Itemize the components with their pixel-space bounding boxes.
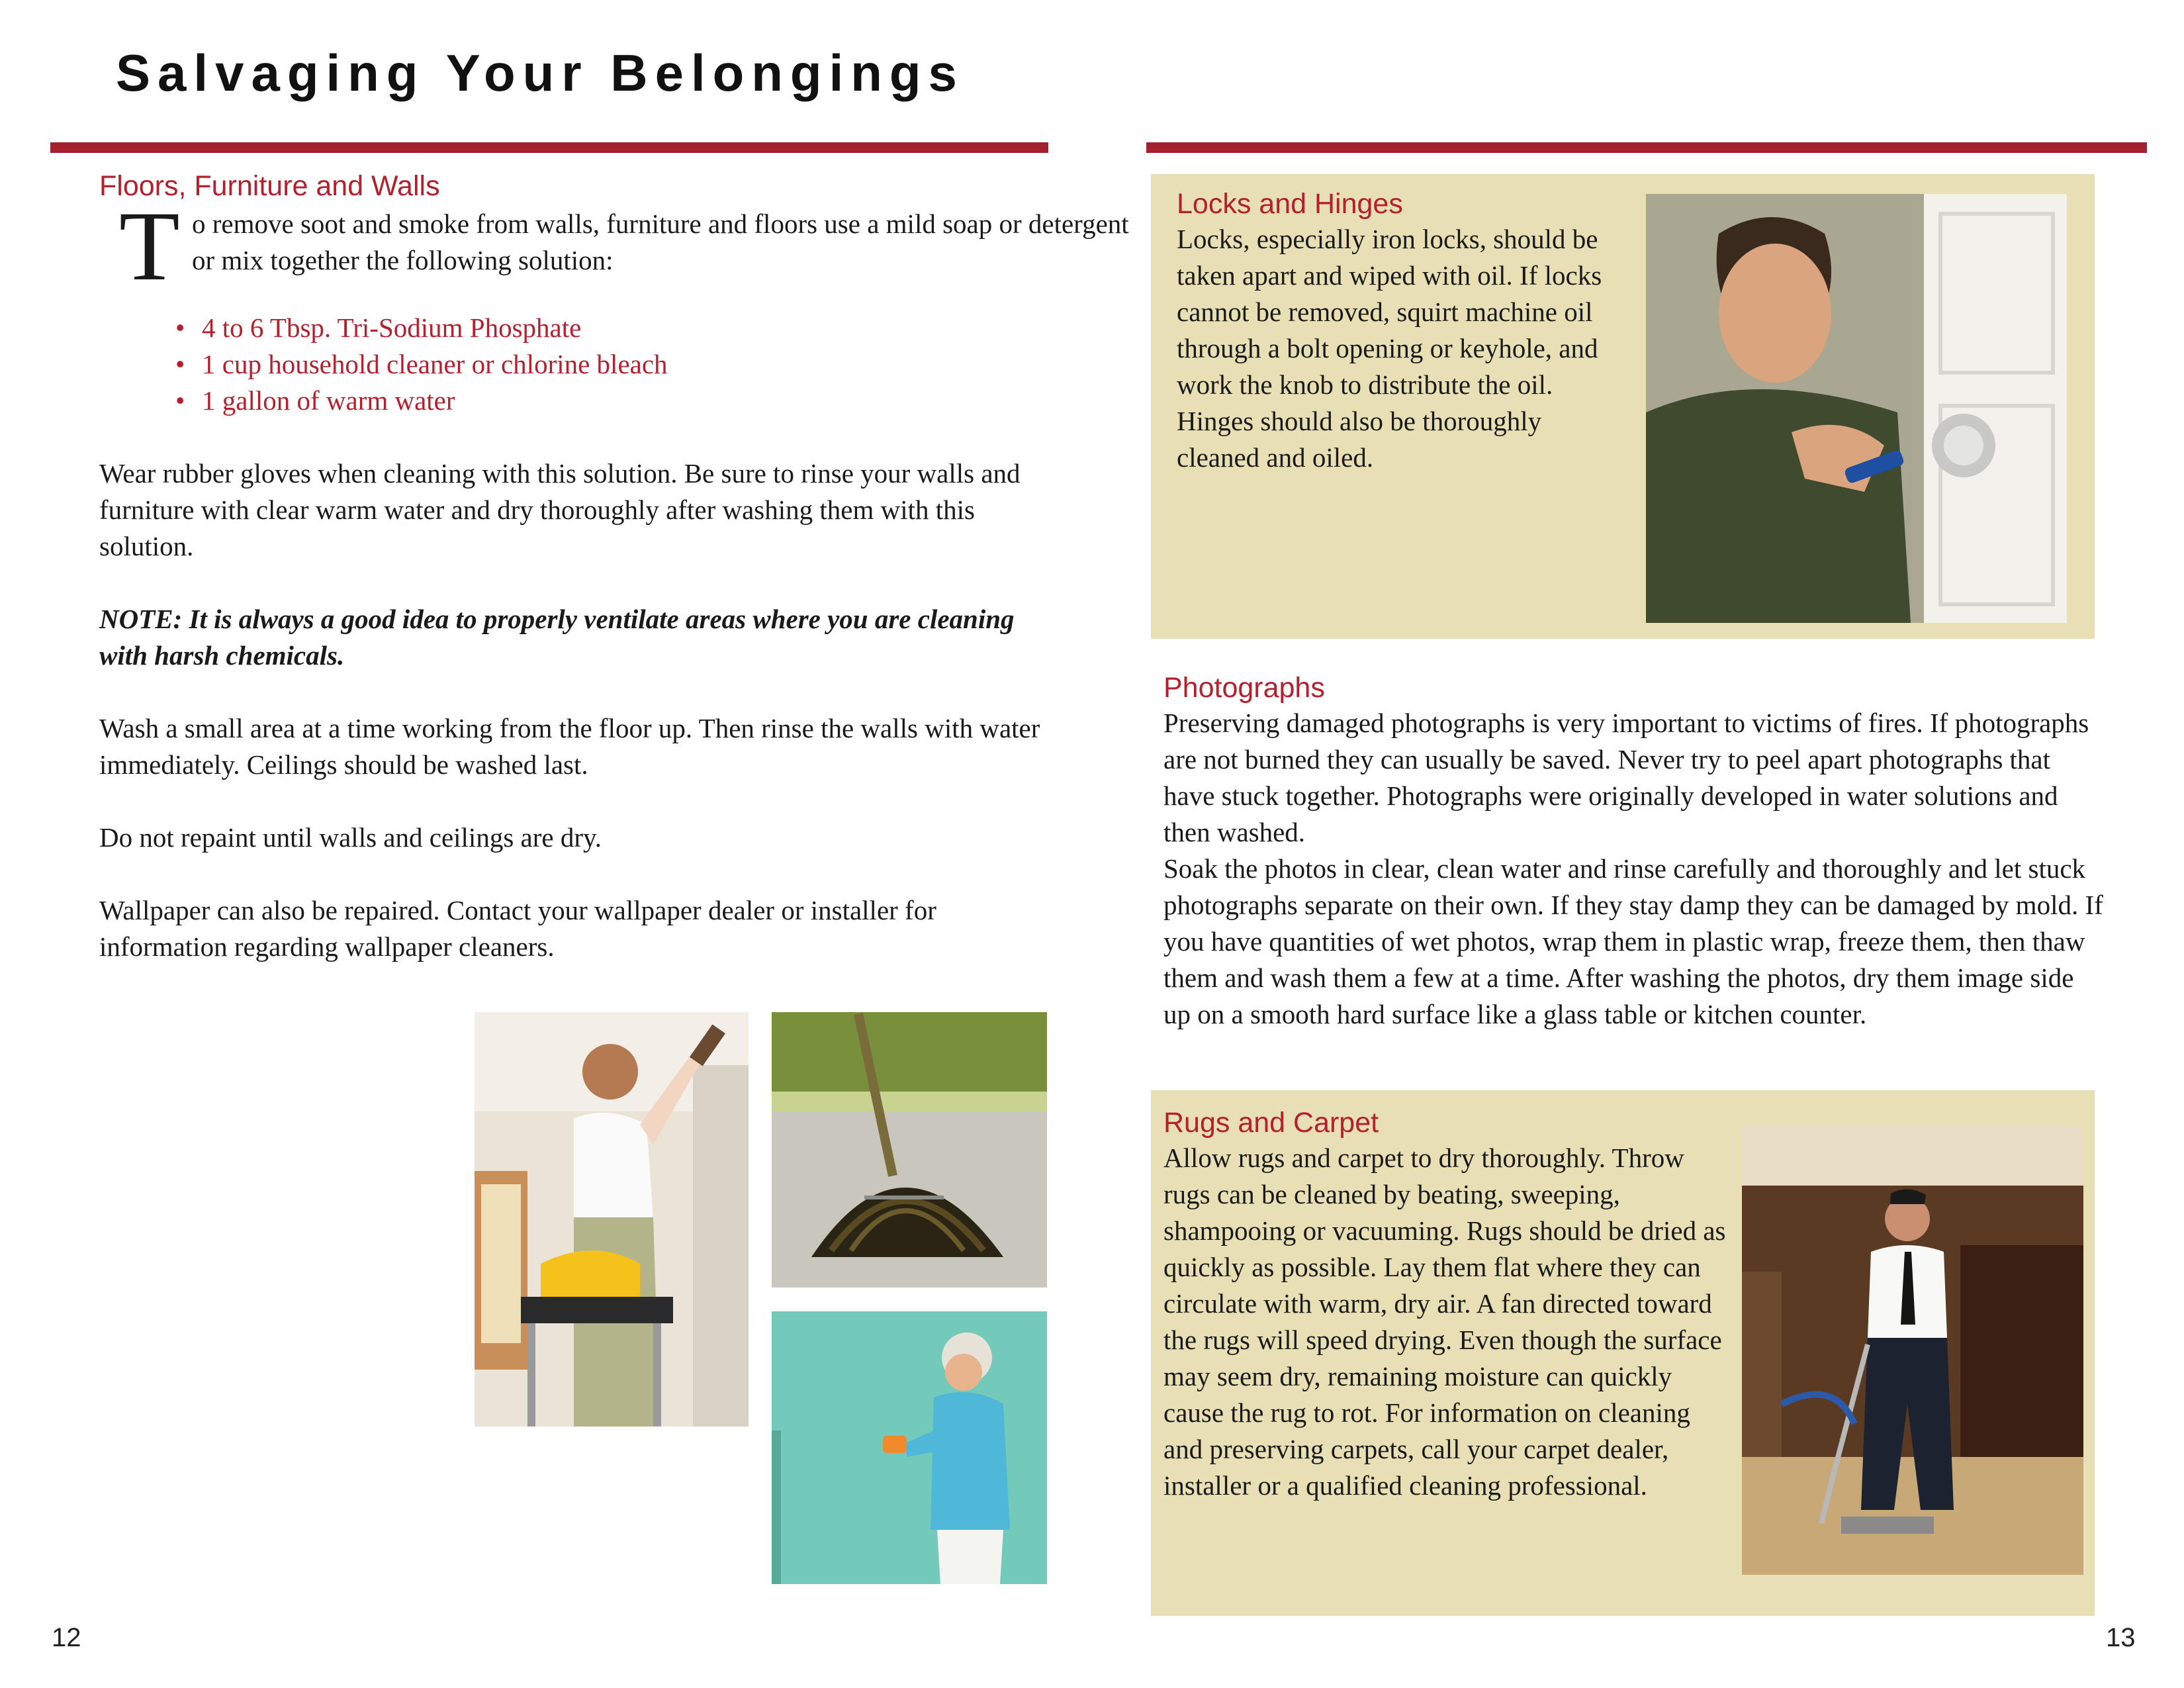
- gloves-paragraph: Wear rubber gloves when cleaning with this solution. Be sure to rinse your walls and furniture with clear warm water and dry thoroughly after washing them with this solution.: [99, 458, 1021, 561]
- left-title-rule: [50, 142, 1048, 153]
- floors-heading: Floors, Furniture and Walls: [99, 170, 440, 202]
- floors-section: [99, 169, 1129, 965]
- wash-paragraph: Wash a small area at a time working from the floor up. Then rinse the walls with water immediately. Ceilings should be washed last.: [99, 713, 1040, 780]
- right-title-rule: [1146, 142, 2147, 153]
- rugs-text: Allow rugs and carpet to dry thoroughly. Throw rugs can be cleaned by beating, sweeping, shampooing or vacuuming. Rugs should be dried as quickly as possible. Lay them flat where they can circulate with warm, dry air. A fan directed toward the rugs will speed drying. Even though the surface may seem dry, remaining moisture can quickly cause the rug to rot. For information on cleaning and preserving carpets, call your carpet dealer, installer or a qualified cleaning professional.: [1163, 1143, 1726, 1501]
- floors-intro: o remove soot and smoke from walls, furniture and floors use a mild soap or detergent or mix together the following solution:: [192, 209, 1129, 275]
- rugs-heading: Rugs and Carpet: [1163, 1107, 1379, 1139]
- photographs-section: [1163, 671, 2103, 1033]
- locks-section: [1177, 187, 1614, 476]
- ventilation-note: NOTE: It is always a good idea to properly ventilate areas where you are cleaning with harsh chemicals.: [99, 604, 1015, 671]
- man-fixing-lock-photo: [1646, 194, 2067, 623]
- mop-photo: [772, 1012, 1047, 1288]
- repaint-paragraph: Do not repaint until walls and ceilings are dry.: [99, 822, 602, 853]
- page-number-right: 13: [2106, 1623, 2136, 1652]
- photographs-paragraph-2: Soak the photos in clear, clean water and rinse carefully and thoroughly and let stuck photographs separate on their own. If they stay damp they can be damaged by mold. If you have quantities of wet photos, wrap them in plastic wrap, freeze them, then thaw them and wash them a few at a time. After washing the photos, dry them image side up on a smooth hard surface like a glass table or kitchen counter.: [1163, 853, 2103, 1029]
- wallpaper-paragraph: Wallpaper can also be repaired. Contact your wallpaper dealer or installer for information regarding wallpaper cleaners.: [99, 895, 936, 962]
- solution-item: • 1 gallon of warm water: [175, 383, 1052, 419]
- solution-item: • 4 to 6 Tbsp. Tri-Sodium Phosphate: [175, 310, 1052, 346]
- solution-item: • 1 cup household cleaner or chlorine bleach: [175, 346, 1052, 383]
- page-title: Salvaging Your Belongings: [116, 44, 964, 102]
- photographs-heading: Photographs: [1163, 672, 1325, 704]
- drop-cap: T: [119, 191, 180, 301]
- locks-text: Locks, especially iron locks, should be taken apart and wiped with oil. If locks cannot be removed, squirt machine oil through a bolt opening or keyhole, and work the knob to distribute the oil. Hinges should also be thoroughly cleaned and oiled.: [1177, 224, 1602, 473]
- solution-list: [175, 310, 1052, 419]
- photographs-paragraph-1: Preserving damaged photographs is very important to victims of fires. If photographs are not burned they can usually be saved. Never try to peel apart photographs that have stuck together. Photographs were originally developed in water solutions and then washed.: [1163, 708, 2089, 847]
- rugs-section: [1163, 1105, 1733, 1504]
- page-number-left: 12: [52, 1623, 81, 1652]
- woman-painting-ceiling-photo: [475, 1012, 749, 1427]
- woman-cleaning-wall-photo: [772, 1311, 1047, 1584]
- locks-heading: Locks and Hinges: [1177, 188, 1403, 220]
- man-vacuuming-carpet-photo: [1742, 1126, 2083, 1575]
